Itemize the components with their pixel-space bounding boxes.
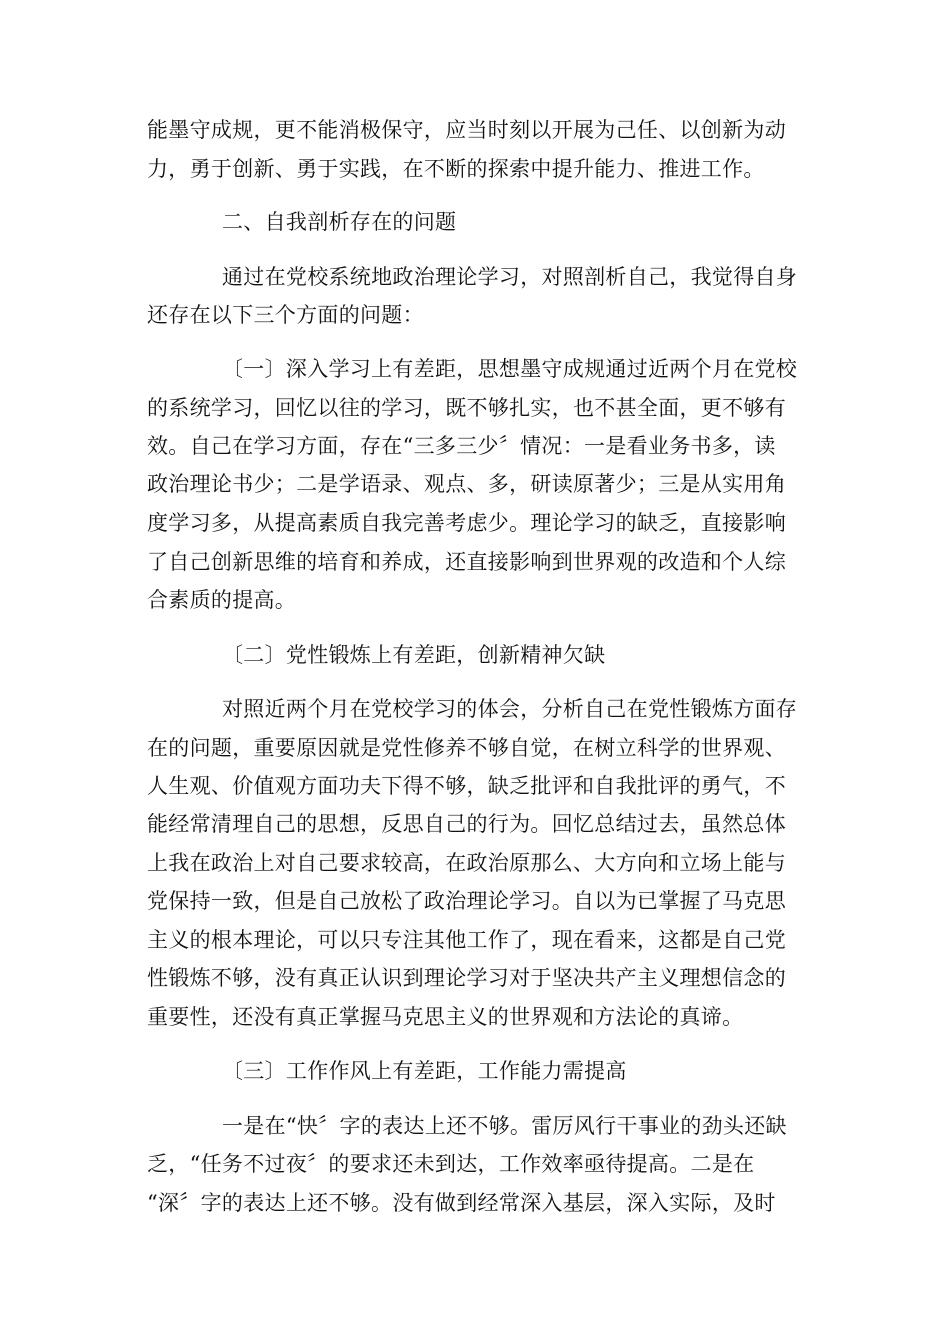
paragraph-line: 的系统学习，回忆以往的学习，既不够扎实，也不甚全面，更不够有 bbox=[147, 396, 786, 420]
paragraph-line: 能墨守成规，更不能消极保守，应当时刻以开展为己任、以创新为动 bbox=[147, 118, 786, 142]
subsection-heading: 〔三〕工作作风上有差距，工作能力需提高 bbox=[222, 1059, 627, 1083]
paragraph-line: 能经常清理自己的思想，反思自己的行为。回忆总结过去，虽然总体 bbox=[147, 812, 786, 836]
paragraph-line: 党保持一致，但是自己放松了政治理论学习。自以为已掌握了马克思 bbox=[147, 889, 786, 913]
subsection-heading: 〔一〕深入学习上有差距，思想墨守成规通过近两个月在党校 bbox=[222, 357, 798, 381]
paragraph-line: 性锻炼不够，没有真正认识到理论学习对于坚决共产主义理想信念的 bbox=[147, 966, 786, 990]
section-heading: 二、自我剖析存在的问题 bbox=[222, 210, 457, 234]
paragraph-line: 力，勇于创新、勇于实践，在不断的探索中提升能力、推进工作。 bbox=[147, 157, 765, 181]
paragraph-line: 度学习多，从提高素质自我完善考虑少。理论学习的缺乏，直接影响 bbox=[147, 511, 786, 535]
paragraph-line: 合素质的提高。 bbox=[147, 588, 297, 612]
paragraph-line: 上我在政治上对自己要求较高，在政治原那么、大方向和立场上能与 bbox=[147, 851, 786, 875]
paragraph-line: 重要性，还没有真正掌握马克思主义的世界观和方法论的真谛。 bbox=[147, 1005, 744, 1029]
subsection-heading: 〔二〕党性锻炼上有差距，创新精神欠缺 bbox=[222, 643, 606, 667]
paragraph-line: 通过在党校系统地政治理论学习，对照剖析自己，我觉得自身 bbox=[222, 265, 798, 289]
paragraph-line: 一是在“快〞字的表达上还不够。雷厉风行干事业的劲头还缺 bbox=[222, 1114, 787, 1138]
paragraph-line: 还存在以下三个方面的问题： bbox=[147, 303, 424, 327]
paragraph-line: 了自己创新思维的培育和养成，还直接影响到世界观的改造和个人综 bbox=[147, 550, 786, 574]
paragraph-line: 对照近两个月在党校学习的体会，分析自己在党性锻炼方面存 bbox=[222, 697, 798, 721]
paragraph-line: “深〞字的表达上还不够。没有做到经常深入基层，深入实际，及时 bbox=[147, 1191, 776, 1215]
paragraph-line: 人生观、价值观方面功夫下得不够，缺乏批评和自我批评的勇气，不 bbox=[147, 774, 786, 798]
paragraph-line: 在的问题，重要原因就是党性修养不够自觉，在树立科学的世界观、 bbox=[147, 736, 786, 760]
paragraph-line: 效。自己在学习方面，存在“三多三少〞情况：一是看业务书多，读 bbox=[147, 434, 776, 458]
paragraph-line: 乏，“任务不过夜〞的要求还未到达，工作效率亟待提高。二是在 bbox=[147, 1152, 755, 1176]
paragraph-line: 政治理论书少；二是学语录、观点、多，研读原著少；三是从实用角 bbox=[147, 472, 786, 496]
paragraph-line: 主义的根本理论，可以只专注其他工作了，现在看来，这都是自己党 bbox=[147, 928, 786, 952]
